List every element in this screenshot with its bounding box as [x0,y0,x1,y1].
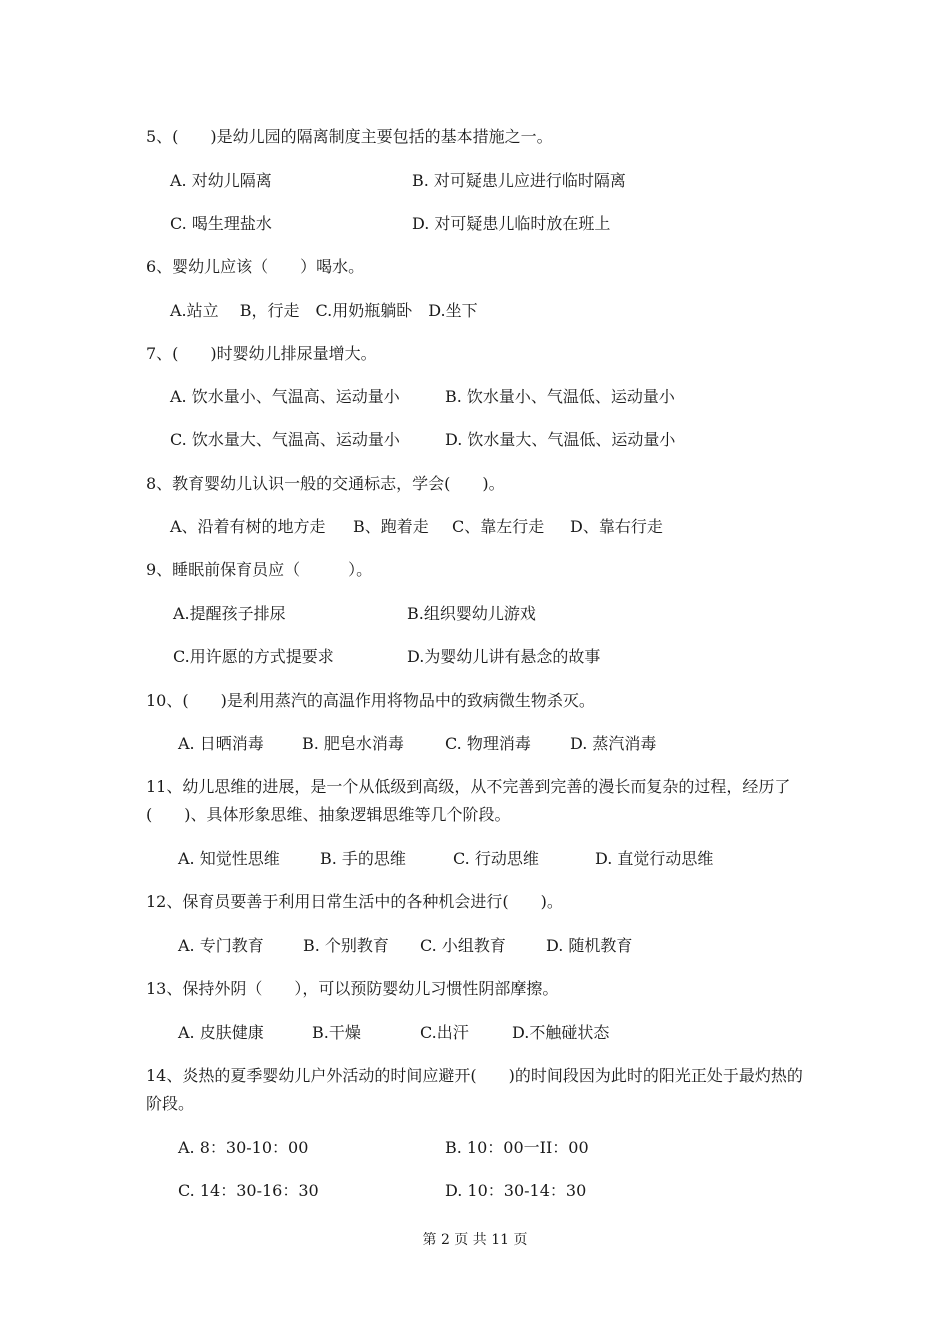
q9-option-b: B.组织婴幼儿游戏 [407,604,536,623]
q6-options: A.站立 B，行走 C.用奶瓶躺卧 D.坐下 [170,301,478,320]
q11-option-c: C. 行动思维 [453,849,539,868]
q8-option-d: D、靠右行走 [570,517,663,536]
q5-option-c: C. 喝生理盐水 [170,214,272,233]
q10-option-a: A. 日晒消毒 [178,734,264,753]
question-14: 14、炎热的夏季婴幼儿户外活动的时间应避开( )的时间段因为此时的阳光正处于最灼热的阶段。 [146,1066,803,1113]
q13-option-b: B.干燥 [312,1023,361,1042]
q12-option-d: D. 随机教育 [546,936,633,955]
question-7: 7、( )时婴幼儿排尿量增大。 [146,344,377,363]
q10-option-d: D. 蒸汽消毒 [570,734,657,753]
q12-option-a: A. 专门教育 [178,936,264,955]
question-6: 6、婴幼儿应该（ ）喝水。 [146,257,365,276]
question-9: 9、睡眠前保育员应（ ）。 [146,560,373,579]
q8-option-a: A、沿着有树的地方走 [170,517,326,536]
q10-option-b: B. 肥皂水消毒 [302,734,404,753]
q11-option-b: B. 手的思维 [320,849,406,868]
q13-option-c: C.出汗 [420,1023,469,1042]
q14-option-c: C. 14：30-16：30 [178,1181,319,1200]
question-11: 11、幼儿思维的进展，是一个从低级到高级，从不完善到完善的漫长而复杂的过程，经历了( )、具体形象思维、抽象逻辑思维等几个阶段。 [146,777,791,824]
q9-option-a: A.提醒孩子排尿 [173,604,286,623]
q7-option-b: B. 饮水量小、气温低、运动量小 [445,387,675,406]
question-12: 12、保育员要善于利用日常生活中的各种机会进行( )。 [146,892,563,911]
question-10: 10、( )是利用蒸汽的高温作用将物品中的致病微生物杀灭。 [146,691,595,710]
q5-option-a: A. 对幼儿隔离 [170,171,272,190]
q11-option-a: A. 知觉性思维 [178,849,280,868]
question-13: 13、保持外阴（ ），可以预防婴幼儿习惯性阴部摩擦。 [146,979,559,998]
q14-option-d: D. 10：30-14：30 [445,1181,587,1200]
q13-option-a: A. 皮肤健康 [178,1023,264,1042]
q14-option-b: B. 10：00一II：00 [445,1138,589,1157]
q7-option-c: C. 饮水量大、气温高、运动量小 [170,430,400,449]
question-8: 8、教育婴幼儿认识一般的交通标志，学会( )。 [146,474,505,493]
q7-option-a: A. 饮水量小、气温高、运动量小 [170,387,400,406]
q12-option-b: B. 个别教育 [303,936,389,955]
q5-option-d: D. 对可疑患儿临时放在班上 [412,214,611,233]
q11-option-d: D. 直觉行动思维 [595,849,714,868]
q9-option-c: C.用许愿的方式提要求 [173,647,334,666]
page-number-footer: 第 2 页 共 11 页 [422,1232,528,1248]
q7-option-d: D. 饮水量大、气温低、运动量小 [445,430,676,449]
q5-option-b: B. 对可疑患儿应进行临时隔离 [412,171,626,190]
q13-option-d: D.不触碰状态 [512,1023,610,1042]
q14-option-a: A. 8：30-10：00 [178,1138,309,1157]
question-5: 5、( )是幼儿园的隔离制度主要包括的基本措施之一。 [146,127,553,146]
q9-option-d: D.为婴幼儿讲有悬念的故事 [407,647,601,666]
q8-option-c: C、靠左行走 [452,517,545,536]
q8-option-b: B、跑着走 [353,517,429,536]
q12-option-c: C. 小组教育 [420,936,506,955]
q10-option-c: C. 物理消毒 [445,734,531,753]
